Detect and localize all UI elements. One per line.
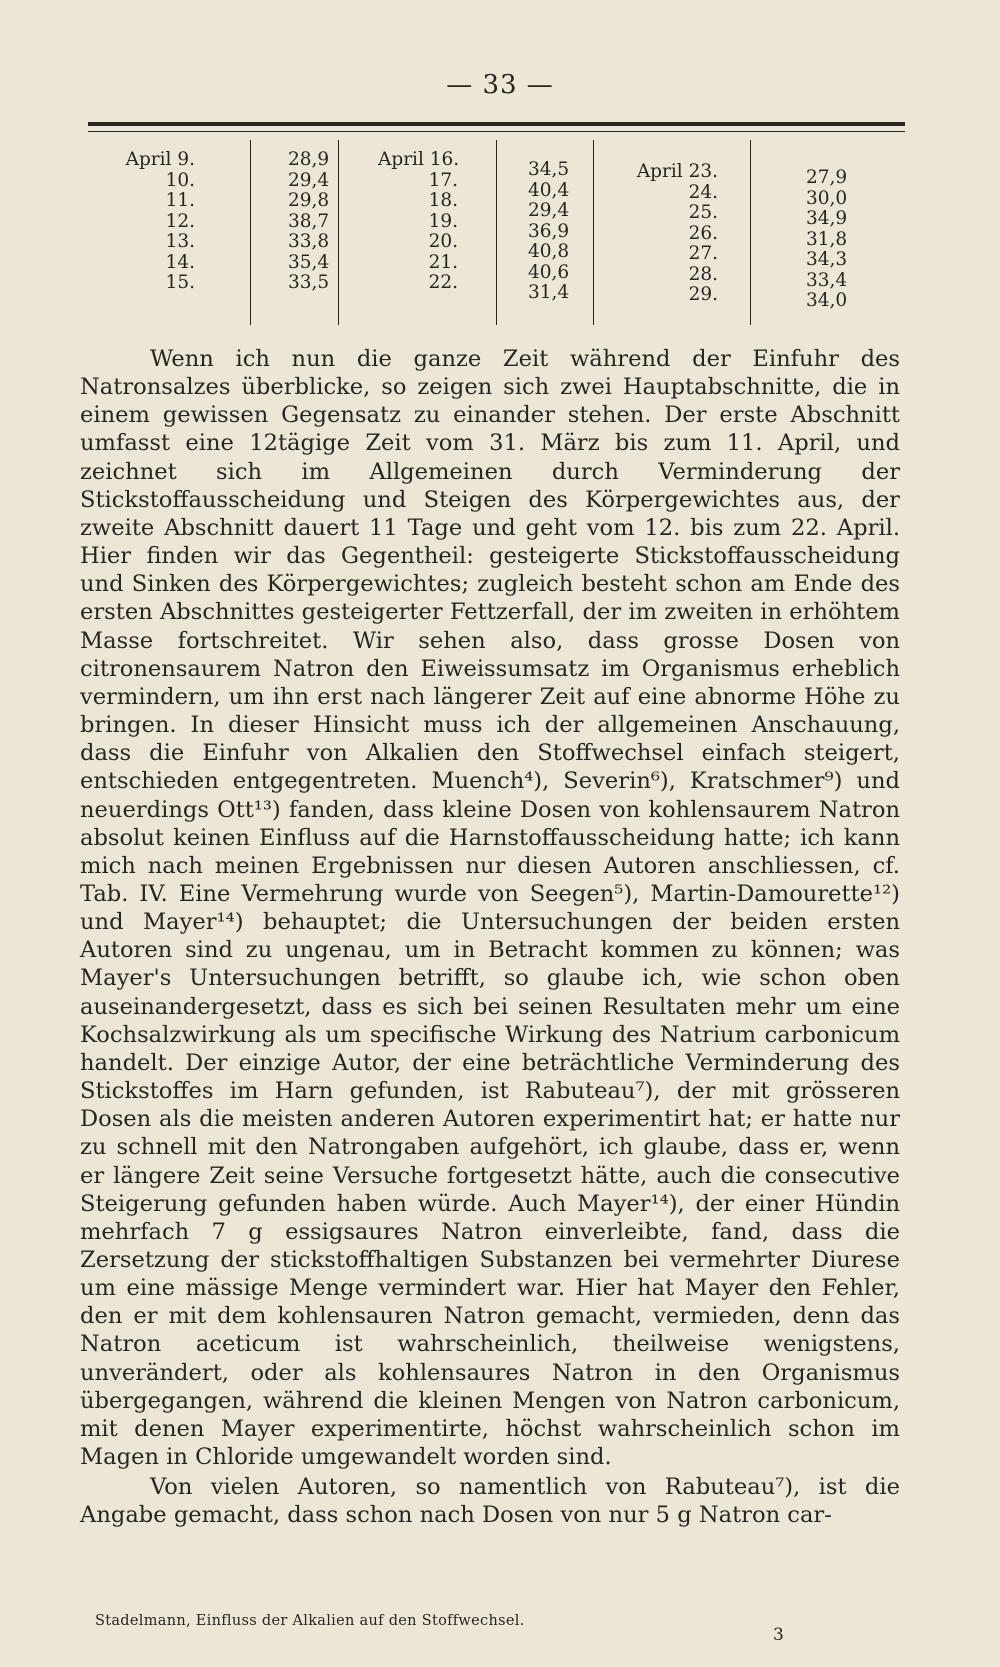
table-cell: 29,8: [288, 190, 330, 211]
table-cell: 34,3: [806, 249, 848, 270]
table-cell: 19.: [428, 210, 458, 232]
table-cell: 24.: [688, 181, 718, 203]
column-divider: [750, 140, 751, 325]
table-top-rule-thin: [88, 131, 905, 132]
value-column-1: [288, 150, 348, 294]
footer-note: Stadelmann, Einfluss der Alkalien auf den Stoffwechsel.: [95, 1613, 525, 1629]
signature-mark: 3: [773, 1625, 784, 1645]
table-cell: 30,0: [806, 187, 848, 209]
table-cell: 40,4: [528, 179, 570, 201]
table-cell: 34,5: [528, 159, 570, 180]
table-cell: 27,9: [806, 167, 848, 188]
data-table: [88, 140, 905, 325]
table-cell: 33,8: [288, 231, 330, 252]
table-cell: 28,9: [288, 149, 330, 170]
table-cell: 34,0: [806, 290, 848, 311]
table-cell: 20.: [428, 231, 458, 252]
table-cell: 13.: [165, 231, 195, 252]
column-divider: [496, 140, 497, 325]
table-cell: 35,4: [288, 251, 330, 273]
table-cell: 31,4: [528, 282, 570, 303]
table-cell: 28.: [688, 263, 718, 285]
table-cell: April 16.: [378, 149, 460, 170]
table-cell: 29,4: [528, 200, 570, 221]
table-cell: 22.: [428, 272, 458, 293]
table-cell: 40,6: [528, 261, 570, 283]
table-cell: 34,9: [806, 208, 848, 229]
table-cell: 11.: [165, 190, 195, 211]
table-top-rule-thick: [88, 122, 905, 126]
value-column-3: [806, 168, 866, 312]
table-cell: 29,4: [288, 169, 330, 191]
table-cell: April 23.: [636, 161, 718, 182]
page-number: — 33 —: [446, 70, 554, 100]
table-cell: 31,8: [806, 228, 848, 250]
date-column-3: [628, 162, 718, 306]
column-divider: [338, 140, 339, 325]
table-cell: 38,7: [288, 210, 330, 232]
paragraph: Wenn ich nun die ganze Zeit während der Einfuhr des Natronsalzes überblicke, so zeigen sich zwei Hauptabschnitte, die in einem gewissen Gegensatz zu einander stehen. Der erste Abschnitt umfasst eine 12tägige Zeit vom 31. März bis zum 11. April, und zeichnet sich im Allgemeinen durch Verminderung der Stickstoffausscheidung und Steigen des Körpergewichtes aus, der zweite Abschnitt dauert 11 Tage und geht vom 12. bis zum 22. April. Hier finden wir das Gegentheil: gesteigerte Stickstoffausscheidung und Sinken des Körpergewichtes; zugleich besteht schon am Ende des ersten Abschnittes gesteigerter Fettzerfall, der im zweiten in erhöhtem Masse fortschreitet. Wir sehen also, dass grosse Dosen von citronensaurem Natron den Eiweissumsatz im Organismus erheblich vermindern, um ihn erst nach längerer Zeit auf eine abnorme Höhe zu bringen. In dieser Hinsicht muss ich der allgemeinen Anschauung, dass die Einfuhr von Alkalien den Stoffwechsel einfach steigert, entschieden entgegentreten. Muench⁴), Severin⁶), Kratschmer⁹) und neuerdings Ott¹³) fanden, dass kleine Dosen von kohlensaurem Natron absolut keinen Einfluss auf die Harnstoffausscheidung hatte; ich kann mich nach meinen Ergebnissen nur diesen Autoren anschliessen, cf. Tab. IV. Eine Vermehrung wurde von Seegen⁵), Martin-Damourette¹²) und Mayer¹⁴) behauptet; die Untersuchungen der beiden ersten Autoren sind zu ungenau, um in Betracht kommen zu können; was Mayer's Untersuchungen betrifft, so glaube ich, wie schon oben auseinandergesetzt, dass es sich bei seinen Resultaten mehr um eine Kochsalzwirkung als um specifische Wirkung des Natrium carbonicum handelt. Der einzige Autor, der eine beträchtliche Verminderung des Stickstoffes im Harn gefunden, ist Rabuteau⁷), der mit grösseren Dosen als die meisten anderen Autoren experimentirt hat; er hatte nur zu schnell mit den Natrongaben aufgehört, ich glaube, dass er, wenn er längere Zeit seine Versuche fortgesetzt hätte, auch die consecutive Steigerung gefunden haben würde. Auch Mayer¹⁴), der einer Hündin mehrfach 7 g essigsaures Natron einverleibte, fand, dass die Zersetzung der stickstoffhaltigen Substanzen bei vermehrter Diurese um eine mässige Menge vermindert war. Hier hat Mayer den Fehler, den er mit dem kohlensauren Natron gemacht, vermieden, denn das Natron aceticum ist wahrscheinlich, theilweise wenigstens, unverändert, oder als kohlensaures Natron in den Organismus übergegangen, während die kleinen Mengen von Natron carbonicum, mit denen Mayer experimentirte, höchst wahrscheinlich schon im Magen in Chloride umgewandelt worden sind.: [80, 346, 900, 1471]
table-cell: April 9.: [125, 149, 195, 170]
table-cell: 15.: [165, 272, 195, 293]
table-cell: 26.: [688, 222, 718, 244]
table-cell: 29.: [688, 284, 718, 305]
table-cell: 36,9: [528, 220, 570, 242]
date-column-2: [378, 150, 458, 294]
table-cell: 12.: [165, 210, 195, 232]
table-cell: 27.: [688, 243, 718, 264]
table-cell: 10.: [165, 169, 195, 191]
table-cell: 18.: [428, 190, 458, 211]
column-divider: [250, 140, 251, 325]
paragraph: Von vielen Autoren, so namentlich von Rabuteau⁷), ist die Angabe gemacht, dass schon nach Dosen von nur 5 g Natron car-: [80, 1474, 900, 1529]
body-text: [80, 345, 900, 1530]
table-cell: 33,5: [288, 272, 330, 293]
table-cell: 14.: [165, 251, 195, 273]
table-cell: 40,8: [528, 241, 570, 262]
column-divider: [593, 140, 594, 325]
date-column-1: [120, 150, 195, 294]
table-cell: 21.: [428, 251, 458, 273]
table-cell: 33,4: [806, 269, 848, 291]
value-column-2: [528, 160, 588, 304]
table-cell: 25.: [688, 202, 718, 223]
table-cell: 17.: [428, 169, 458, 191]
